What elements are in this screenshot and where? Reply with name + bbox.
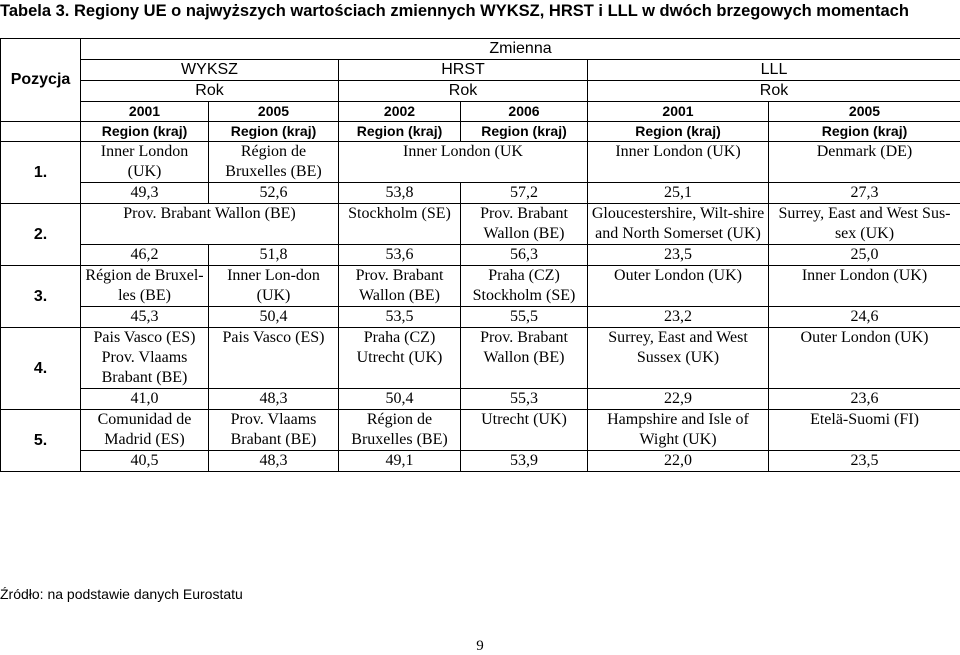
table-row <box>1 204 960 245</box>
pozycja-header: Pozycja <box>1 39 81 122</box>
header-row-variables <box>1 60 960 81</box>
value-cell: 48,3 <box>209 389 339 410</box>
value-cell: 23,2 <box>588 307 769 328</box>
position-cell: 4. <box>1 328 81 410</box>
value-cell: 23,5 <box>769 451 960 472</box>
region-cell: Gloucestershire, Wilt-shire and North Somerset (UK) <box>588 204 769 245</box>
value-cell: 48,3 <box>209 451 339 472</box>
region-cell: Surrey, East and West Sussex (UK) <box>588 328 769 389</box>
table-row-values <box>1 389 960 410</box>
region-cell: Prov. Brabant Wallon (BE) <box>339 266 461 307</box>
header-row-years <box>1 102 960 122</box>
value-cell: 49,1 <box>339 451 461 472</box>
table-row-values <box>1 245 960 266</box>
region-cell: Outer London (UK) <box>769 328 960 389</box>
year-wyksz-2005: 2005 <box>209 102 339 122</box>
region-label: Region (kraj) <box>339 122 461 142</box>
region-cell: Stockholm (SE) <box>339 204 461 245</box>
value-cell: 53,5 <box>339 307 461 328</box>
page-number: 9 <box>476 638 484 654</box>
region-cell: Pais Vasco (ES) Prov. Vlaams Brabant (BE) <box>81 328 209 389</box>
region-label: Region (kraj) <box>209 122 339 142</box>
region-label: Region (kraj) <box>461 122 588 142</box>
value-cell: 41,0 <box>81 389 209 410</box>
table-title: Tabela 3. Regiony UE o najwyższych wartościach zmiennych WYKSZ, HRST i LLL w dwóch brzegowych momentach <box>0 2 909 20</box>
rok-hrst: Rok <box>339 81 588 102</box>
value-cell: 57,2 <box>461 183 588 204</box>
value-cell: 22,9 <box>588 389 769 410</box>
table-row-values <box>1 307 960 328</box>
table-row-values <box>1 451 960 472</box>
region-cell: Praha (CZ) Utrecht (UK) <box>339 328 461 389</box>
variable-wyksz: WYKSZ <box>81 60 339 81</box>
region-cell: Praha (CZ) Stockholm (SE) <box>461 266 588 307</box>
position-cell: 5. <box>1 410 81 472</box>
region-cell: Utrecht (UK) <box>461 410 588 451</box>
value-cell: 24,6 <box>769 307 960 328</box>
position-cell: 3. <box>1 266 81 328</box>
value-cell: 40,5 <box>81 451 209 472</box>
header-row-region <box>1 122 960 142</box>
table-row <box>1 328 960 389</box>
value-cell: 56,3 <box>461 245 588 266</box>
region-cell: Etelä-Suomi (FI) <box>769 410 960 451</box>
region-cell: Comunidad de Madrid (ES) <box>81 410 209 451</box>
region-cell: Hampshire and Isle of Wight (UK) <box>588 410 769 451</box>
regions-table <box>0 38 960 472</box>
region-cell: Région de Bruxelles (BE) <box>339 410 461 451</box>
region-cell: Surrey, East and West Sus-sex (UK) <box>769 204 960 245</box>
region-label: Region (kraj) <box>81 122 209 142</box>
region-label: Region (kraj) <box>769 122 960 142</box>
variable-lll: LLL <box>588 60 960 81</box>
value-cell: 50,4 <box>209 307 339 328</box>
rok-lll: Rok <box>588 81 960 102</box>
region-cell: Région de Bruxelles (BE) <box>209 142 339 183</box>
value-cell: 25,0 <box>769 245 960 266</box>
region-cell: Prov. Brabant Wallon (BE) <box>461 328 588 389</box>
position-cell: 1. <box>1 142 81 204</box>
value-cell: 53,8 <box>339 183 461 204</box>
region-cell: Région de Bruxel-les (BE) <box>81 266 209 307</box>
region-cell: Inner Lon-don (UK) <box>209 266 339 307</box>
value-cell: 55,3 <box>461 389 588 410</box>
variable-hrst: HRST <box>339 60 588 81</box>
region-cell: Prov. Brabant Wallon (BE) <box>81 204 339 245</box>
header-row-rok <box>1 81 960 102</box>
value-cell: 22,0 <box>588 451 769 472</box>
header-row-zmienna <box>1 39 960 60</box>
value-cell: 55,5 <box>461 307 588 328</box>
value-cell: 23,6 <box>769 389 960 410</box>
region-cell: Outer London (UK) <box>588 266 769 307</box>
region-cell: Denmark (DE) <box>769 142 960 183</box>
table-row <box>1 142 960 183</box>
value-cell: 53,6 <box>339 245 461 266</box>
value-cell: 25,1 <box>588 183 769 204</box>
value-cell: 46,2 <box>81 245 209 266</box>
pozycja-spacer <box>1 122 81 142</box>
year-hrst-2002: 2002 <box>339 102 461 122</box>
region-label: Region (kraj) <box>588 122 769 142</box>
region-cell: Inner London (UK) <box>81 142 209 183</box>
year-wyksz-2001: 2001 <box>81 102 209 122</box>
region-cell: Prov. Brabant Wallon (BE) <box>461 204 588 245</box>
year-hrst-2006: 2006 <box>461 102 588 122</box>
position-cell: 2. <box>1 204 81 266</box>
value-cell: 53,9 <box>461 451 588 472</box>
region-cell: Pais Vasco (ES) <box>209 328 339 389</box>
year-lll-2005: 2005 <box>769 102 960 122</box>
table-row-values <box>1 183 960 204</box>
value-cell: 45,3 <box>81 307 209 328</box>
value-cell: 49,3 <box>81 183 209 204</box>
source-note: Źródło: na podstawie danych Eurostatu <box>0 586 243 602</box>
value-cell: 52,6 <box>209 183 339 204</box>
value-cell: 50,4 <box>339 389 461 410</box>
region-cell: Inner London (UK) <box>769 266 960 307</box>
table-row <box>1 410 960 451</box>
region-cell: Prov. Vlaams Brabant (BE) <box>209 410 339 451</box>
rok-wyksz: Rok <box>81 81 339 102</box>
value-cell: 23,5 <box>588 245 769 266</box>
region-cell: Inner London (UK <box>339 142 588 183</box>
value-cell: 27,3 <box>769 183 960 204</box>
region-cell: Inner London (UK) <box>588 142 769 183</box>
value-cell: 51,8 <box>209 245 339 266</box>
zmienna-header: Zmienna <box>81 39 960 60</box>
year-lll-2001: 2001 <box>588 102 769 122</box>
table-row <box>1 266 960 307</box>
